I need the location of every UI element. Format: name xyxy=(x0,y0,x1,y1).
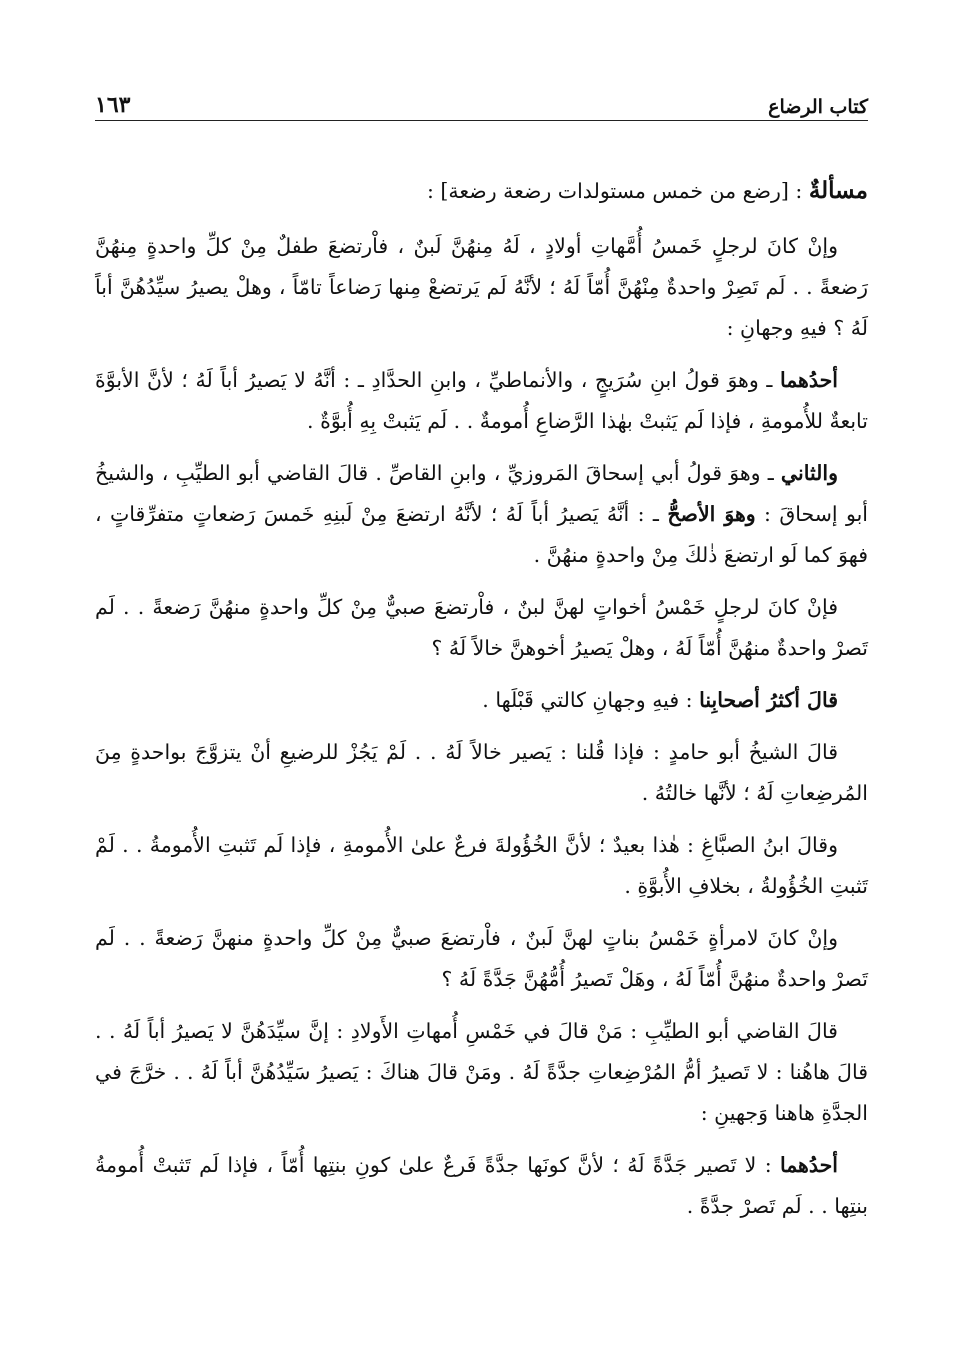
paragraph-text: : لا تَصير جَدَّةً لَهُ ؛ لأنَّ كونَها جدَّةً فَرعٌ علىٰ كونِ بنتِها أُمّاً ، فإذا لَم تَثبتْ أُمومةُ بنتِها . . لَم تَصرْ جدَّةً . xyxy=(95,1153,868,1218)
page-header xyxy=(95,78,868,118)
paragraph xyxy=(95,1145,868,1227)
paragraph xyxy=(95,1011,868,1134)
paragraph-text: فإنْ كانَ لرجلٍ خَمْسُ أخواتٍ لهنَّ لبنٌ ، فاْرتضعَ صبيٌّ مِنْ كلِّ واحدةٍ منهُنَّ رَضعةً . . لَم تَصرْ واحدةٌ منهُنَّ أُمّاً لَهُ ، وهلْ يَصيرُ أخوهنَّ خالاً لَهُ ؟ xyxy=(95,595,868,660)
paragraph-lead: أحدُهما xyxy=(779,368,838,392)
header-rule xyxy=(95,120,868,121)
masala-title: : [رضع من خمس مستولدات رضعة رضعة] : xyxy=(426,179,809,203)
paragraph-text-cont: ـ : أنَّهُ يَصيرُ أباً لَهُ ؛ لأنَّهُ ارتضعَ مِنْ لَبنِهِ خَمسَ رَضعاتٍ متفرِّقاتٍ ، فهوَ كما لَو ارتضعَ ذٰلكَ مِنْ واحدةٍ منهُنَّ . xyxy=(95,502,868,567)
page-body xyxy=(95,170,868,1238)
paragraph-text: ـ وهوَ قولُ ابنِ سُرَيجٍ ، والأنماطيِّ ، وابنِ الحدَّادِ ـ : أنَّهُ لا يَصيرُ أباً لَهُ ؛ لأنَّ الأبوَّةَ تابعةٌ للأُمومةِ ، فإذا لَم يَثبتْ بهٰذا الرَّضاعِ أُمومةٌ . . لَم يَثبتْ بِهِ أُبوَّةٌ . xyxy=(95,368,868,433)
page-number: ١٦٣ xyxy=(95,92,131,118)
masala-label: مسألةٌ xyxy=(808,177,868,204)
paragraph xyxy=(95,732,868,814)
paragraph-lead: والثاني xyxy=(780,461,838,485)
paragraph-text: قالَ الشيخُ أبو حامدٍ : فإذا قُلنا : يَصير خالاً لَهُ . . لَمْ يَجُزْ للرضيعِ أنْ يتزوَّجَ بواحدةٍ مِنَ المُرضِعاتِ لَهُ ؛ لأنَّها خالتُهُ . xyxy=(95,740,868,805)
paragraph xyxy=(95,453,868,576)
paragraph xyxy=(95,918,868,1000)
paragraph xyxy=(95,680,868,721)
paragraph-lead: قالَ أكثرُ أصحابِنا xyxy=(699,688,838,712)
paragraph-lead: أحدُهما xyxy=(779,1153,838,1177)
paragraph xyxy=(95,226,868,349)
running-title: كتاب الرضاع xyxy=(768,96,868,118)
paragraph-text: قالَ القاضي أبو الطيِّبِ : مَنْ قالَ في خَمْسِ أُمهاتِ الأَولادِ : إنَّ سيِّدَهُنَّ لا يَصيرُ أباً لَهُ . . قالَ هاهُنا : لا تَصيرُ أمُّ المُرْضِعاتِ جدَّةً لَهُ . ومَنْ قالَ هناكَ : يَصيرُ سَيِّدُهُنَّ أباً لَهُ . . خرَّجَ في الجدَّةِ هاهنا وَجهينِ : xyxy=(95,1019,868,1125)
paragraph xyxy=(95,825,868,907)
paragraph xyxy=(95,360,868,442)
paragraph-text: وإنْ كانَ لامرأةٍ خَمْسُ بناتٍ لهنَّ لَبنٌ ، فاْرتضعَ صبيٌّ مِنْ كلِّ واحدةٍ منهنَّ رَضعةً . . لَم تَصرْ واحدةٌ منهُنَّ أُمّاً لَهُ ، وهَلْ تَصيرُ أُمُّهُنَّ جَدَّةً لَهُ ؟ xyxy=(95,926,868,991)
masala-heading xyxy=(95,170,868,212)
paragraph-bold-phrase: وهوَ الأصحُّ xyxy=(667,502,756,526)
paragraph-text: : فيهِ وجهانِ كالتي قَبْلَها . xyxy=(482,688,700,712)
paragraph xyxy=(95,587,868,669)
paragraph-text: ـ وهوَ قولُ أبي إسحاقَ المَروزيِّ ، وابنِ القاصِّ . قالَ القاضي أبو الطيِّبِ ، والشيخُ أبو إسحاقَ : xyxy=(95,461,868,526)
paragraph-text: وإنْ كانَ لرجلٍ خَمسُ أُمَّهاتِ أولادٍ ، لَهُ مِنهُنَّ لَبنٌ ، فاْرتضعَ طفلٌ مِنْ كلِّ واحدةٍ مِنهُنَّ رَضعةً . . لَم تَصِرْ واحدةٌ مِنْهُنَّ أُمّاً لَهُ ؛ لأنَّهُ لَم يَرتضعْ مِنها رَضاعاً تامّاً ، وهلْ يصيرُ سيِّدُهُنَّ أباً لَهُ ؟ فيهِ وجهانِ : xyxy=(95,234,868,340)
paragraph-text: وقالَ ابنُ الصبَّاغِ : هٰذا بعيدٌ ؛ لأنَّ الخُؤُولةَ فرعٌ علىٰ الأُمومةِ ، فإذا لَم تَثبتِ الأُمومةُ . . لَمْ تَثبتِ الخُؤُولةُ ، بخلافِ الأُبوَّةِ . xyxy=(95,833,868,898)
